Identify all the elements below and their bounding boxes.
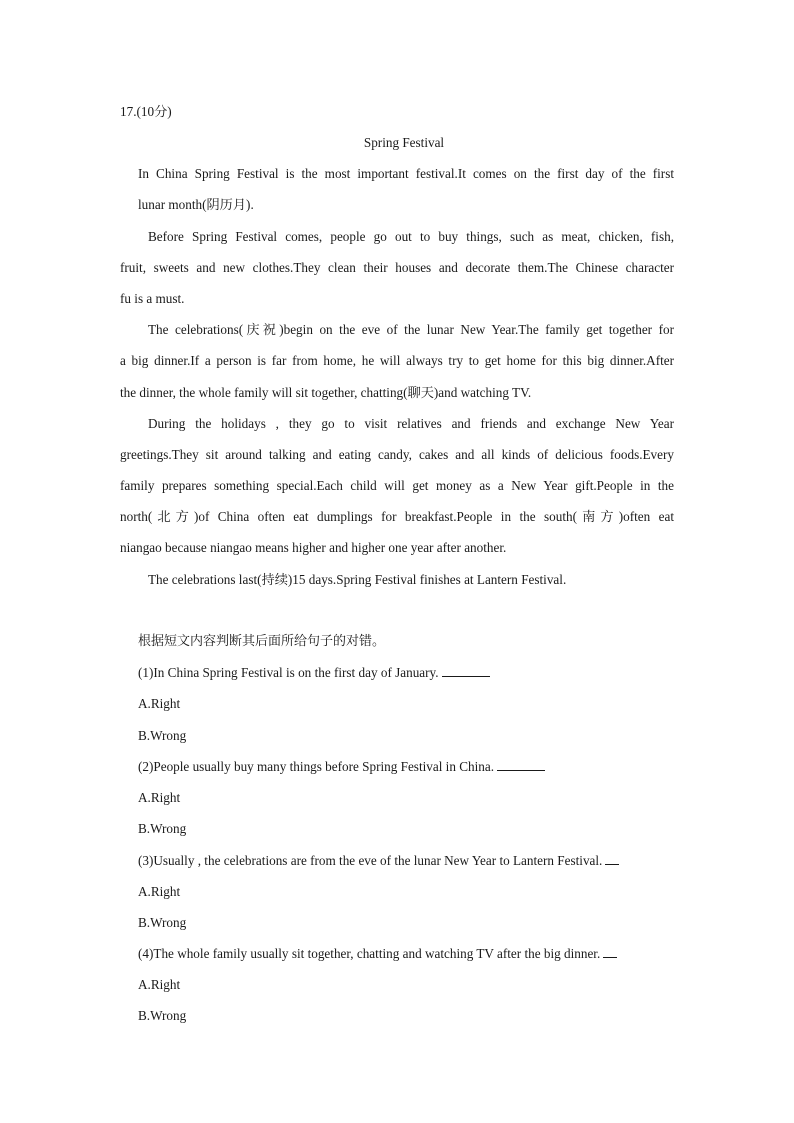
option-wrong[interactable]: B.Wrong [138,1008,187,1023]
passage-title: Spring Festival [363,135,445,150]
option-wrong[interactable]: B.Wrong [138,821,187,836]
passage-line: During the holidays , they go to visit relatives and friends and exchange New Year [148,416,674,431]
answer-blank[interactable] [603,945,617,958]
passage-line: lunar month(阴历月). [138,197,254,212]
answer-blank[interactable] [442,664,490,677]
option-right[interactable]: A.Right [138,977,181,992]
passage-line: the dinner, the whole family will sit together, chatting(聊天)and watching TV. [120,385,532,400]
passage-line: The celebrations(庆祝)begin on the eve of the lunar New Year.The family get together for [148,322,674,337]
passage-line: a big dinner.If a person is far from home, he will always try to get home for this big dinner.After [120,353,674,368]
instructions: 根据短文内容判断其后面所给句子的对错。 [138,634,386,649]
question-item-4 [138,945,617,963]
option-wrong[interactable]: B.Wrong [138,915,187,930]
passage-line: fruit, sweets and new clothes.They clean their houses and decorate them.The Chinese character [120,260,674,275]
question-item-2 [138,758,545,776]
item-label: (2) [138,759,154,774]
passage-line: niangao because niangao means higher and higher one year after another. [120,540,507,555]
item-text: In China Spring Festival is on the first day of January. [153,665,439,680]
item-label: (1) [138,665,154,680]
passage-line: Before Spring Festival comes, people go out to buy things, such as meat, chicken, fish, [148,229,674,244]
option-right[interactable]: A.Right [138,884,181,899]
passage-line: The celebrations last(持续)15 days.Spring Festival finishes at Lantern Festival. [148,572,567,587]
option-right[interactable]: A.Right [138,696,181,711]
passage-line: family prepares something special.Each child will get money as a New Year gift.People in the [120,478,674,493]
question-item-3 [138,852,619,870]
item-text: People usually buy many things before Spring Festival in China. [153,759,495,774]
answer-blank[interactable] [497,758,545,771]
item-text: The whole family usually sit together, chatting and watching TV after the big dinner. [153,946,601,961]
passage-line: greetings.They sit around talking and eating candy, cakes and all kinds of delicious foods.Every [120,447,674,462]
passage-line: In China Spring Festival is the most important festival.It comes on the first day of the first [138,166,674,181]
question-header: 17.(10分) [120,104,172,119]
option-wrong[interactable]: B.Wrong [138,728,187,743]
answer-blank[interactable] [605,852,619,865]
passage-line: north(北方)of China often eat dumplings for breakfast.People in the south(南方)often eat [120,509,674,524]
item-text: Usually , the celebrations are from the eve of the lunar New Year to Lantern Festival. [153,853,603,868]
item-label: (4) [138,946,154,961]
question-item-1 [138,664,490,682]
option-right[interactable]: A.Right [138,790,181,805]
item-label: (3) [138,853,154,868]
passage-line: fu is a must. [120,291,185,306]
